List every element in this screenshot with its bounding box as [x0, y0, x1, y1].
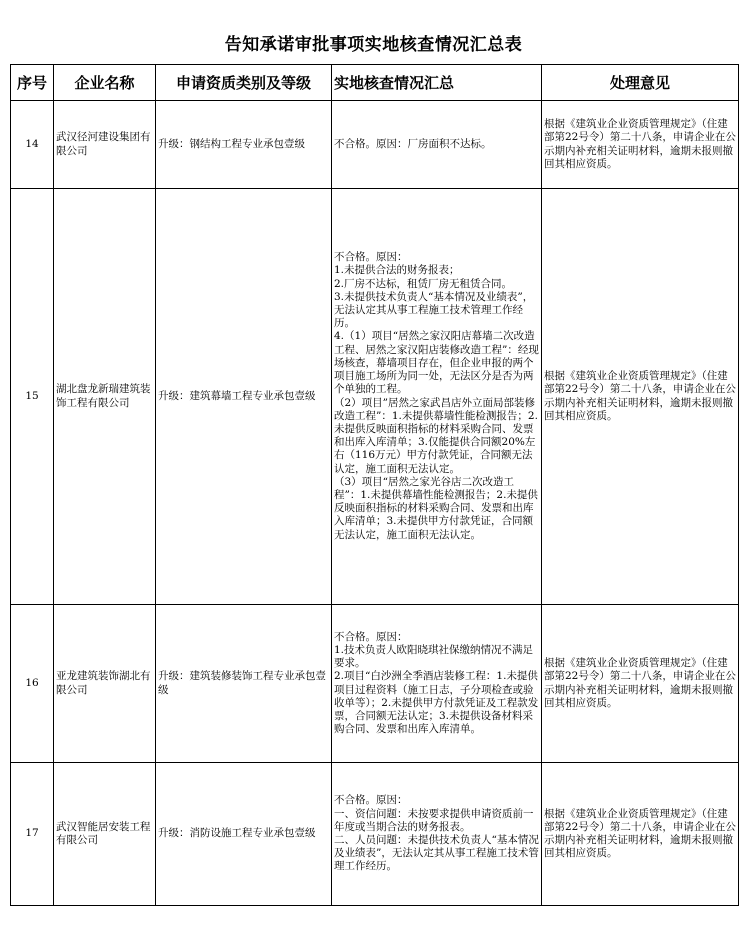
- check-line: 不合格。原因：厂房面积不达标。: [334, 137, 492, 150]
- check-line: 1.未提供合法的财务报表；: [334, 264, 460, 277]
- row-qualification: 升级：消防设施工程专业承包壹级: [156, 763, 332, 906]
- row-qualification: 升级：建筑幕墙工程专业承包壹级: [156, 189, 332, 605]
- row-check: [332, 605, 542, 763]
- row-opinion: 根据《建筑业企业资质管理规定》（住建部第22号令）第二十八条，申请企业在公示期内补充相关证明材料，逾期未报则撤回其相应资质。: [542, 763, 739, 906]
- header-opinion: 处理意见: [542, 65, 739, 101]
- summary-table: [10, 64, 739, 906]
- table-header-row: [11, 65, 739, 101]
- check-line: 不合格。原因：: [334, 251, 408, 264]
- page-title: 告知承诺审批事项实地核查情况汇总表: [224, 35, 523, 55]
- row-qualification: 升级：钢结构工程专业承包壹级: [156, 101, 332, 189]
- check-line: 2.厂房不达标，租赁厂房无租赁合同。: [334, 277, 513, 290]
- row-check: [332, 189, 542, 605]
- row-check: [332, 763, 542, 906]
- row-seq: 17: [11, 763, 54, 906]
- check-line: 一、资信问题：未按要求提供申请资质前一年度或当期合法的财务报表。: [334, 807, 534, 833]
- row-company: 亚龙建筑装饰湖北有限公司: [54, 605, 156, 763]
- header-company: 企业名称: [54, 65, 156, 101]
- row-opinion: 根据《建筑业企业资质管理规定》（住建部第22号令）第二十八条，申请企业在公示期内补充相关证明材料，逾期未报则撤回其相应资质。: [542, 605, 739, 763]
- check-line: 4.（1）项目“居然之家汉阳店幕墙二次改造工程、居然之家汉阳店装修改造工程”：经现场核查，幕墙项目存在，但企业申报的两个项目施工场所为同一处，无法区分是否为两个单独的工程。: [334, 330, 539, 396]
- check-line: 二、人员问题：未提供技术负责人“基本情况及业绩表”，无法认定其从事工程施工技术管理工作经历。: [334, 834, 539, 873]
- row-seq: 15: [11, 189, 54, 605]
- header-check: 实地核查情况汇总: [332, 65, 542, 101]
- row-company: 武汉径河建设集团有限公司: [54, 101, 156, 189]
- check-line: 3.未提供技术负责人“基本情况及业绩表”，无法认定其从事工程施工技术管理工作经历。: [334, 290, 534, 330]
- row-seq: 16: [11, 605, 54, 763]
- table-row: [11, 189, 739, 605]
- row-opinion: 根据《建筑业企业资质管理规定》（住建部第22号令）第二十八条，申请企业在公示期内补充相关证明材料，逾期未报则撤回其相应资质。: [542, 189, 739, 605]
- row-company: 湖北盘龙新瑞建筑装饰工程有限公司: [54, 189, 156, 605]
- row-qualification: 升级：建筑装修装饰工程专业承包壹级: [156, 605, 332, 763]
- header-qualification: 申请资质类别及等级: [156, 65, 332, 101]
- header-seq: 序号: [11, 65, 54, 101]
- row-check: [332, 101, 542, 189]
- check-line: （2）项目”居然之家武昌店外立面局部装修改造工程”：1.未提供幕墙性能检测报告；2.未提供反映面积指标的材料采购合同、发票和出库入库清单；3.仅能提供合同额20%左右（116万元）甲方付款凭证，合同额无法认定，施工面积无法认定。: [334, 396, 538, 475]
- table-row: [11, 763, 739, 906]
- row-opinion: 根据《建筑业企业资质管理规定》（住建部第22号令）第二十八条，申请企业在公示期内补充相关证明材料，逾期未报则撤回其相应资质。: [542, 101, 739, 189]
- check-line: 1.技术负责人欧阳晓琪社保缴纳情况不满足要求。: [334, 643, 534, 670]
- row-seq: 14: [11, 101, 54, 189]
- check-line: 不合格。原因：: [334, 794, 408, 807]
- row-company: 武汉智能居安装工程有限公司: [54, 763, 156, 906]
- table-row: [11, 101, 739, 189]
- check-line: （3）项目“居然之家光谷店二次改造工程”：1.未提供幕墙性能检测报告；2.未提供反映面积指标的材料采购合同、发票和出库入库清单；3.未提供甲方付款凭证，合同额无法认定，施工面积无法认定。: [334, 475, 538, 541]
- check-line: 2.项目“白沙洲全季酒店装修工程：1.未提供项目过程资料（施工日志，子分项检查或验收单等）；2.未提供甲方付款凭证及工程款发票，合同额无法认定；3.未提供设备材料采购合同、发票和出库入库清单。: [334, 670, 539, 736]
- table-row: [11, 605, 739, 763]
- check-line: 不合格。原因：: [334, 630, 408, 643]
